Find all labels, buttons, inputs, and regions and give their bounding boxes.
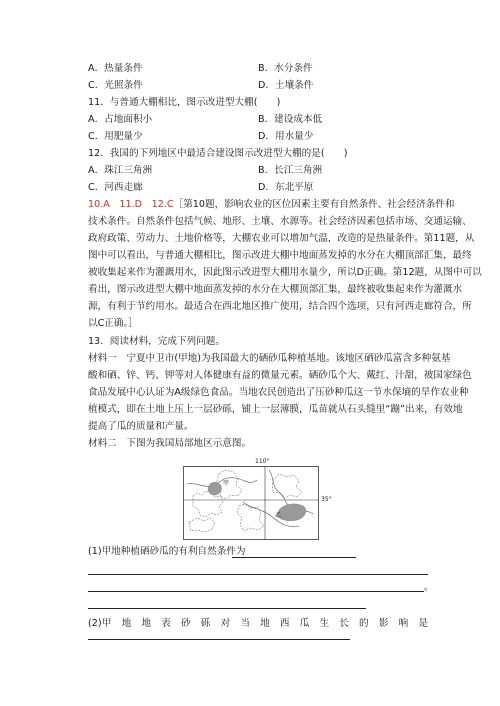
map-place-jia: 甲 (223, 480, 230, 487)
answer-line-5: 被收集起来作为灌溉用水，因此图示改进型大棚用水量少，所以D正确。第12题，从图中可以 (88, 267, 482, 278)
q10-option-c: C．光照条件 (88, 80, 143, 91)
q13-stem: 13．阅读材料，完成下列问题。 (88, 336, 225, 347)
map-latitude-label: 35° (321, 496, 332, 503)
sub-question-1: (1)甲地种植硒砂瓜的有利自然条件为 (88, 546, 246, 557)
q12-option-a: A．珠江三角洲 (88, 165, 153, 176)
q11-option-b: B．建设成本低 (258, 114, 323, 125)
answer-blank-1a[interactable] (232, 557, 356, 558)
answer-blank-1b[interactable] (88, 574, 428, 575)
answer-line-6: 看出，图示改进型大棚中地面蒸发掉的水分在大棚顶部汇集，最终被收集起来作为灌溉水 (88, 284, 463, 295)
q10-option-b: B．水分条件 (258, 63, 313, 74)
sub-question-1-end: 。 (424, 582, 434, 593)
place-jia-area (208, 482, 221, 495)
material1-line-4: 植模式，即在土地上压上一层砂砾，铺上一层薄膜，瓜苗就从石头缝里“蹦”出来，有效地 (88, 404, 463, 415)
answer-line-4: 图中可以看出，与普通大棚相比，图示改进大棚中地面蒸发掉的水分在大棚顶部汇集，最终 (88, 250, 472, 261)
answer-blank-2a[interactable] (88, 639, 350, 640)
map-longitude-label: 110° (255, 458, 270, 465)
answer-line-2: 技术条件。自然条件包括气候、地形、土壤、水源等。社会经济因素包括市场、交通运输、 (88, 216, 472, 227)
q11-option-a: A．占地面积小 (88, 114, 153, 125)
answer-blank-1c[interactable] (88, 591, 424, 592)
q12-option-b: B．长江三角洲 (258, 165, 323, 176)
answer-line-1 (88, 198, 455, 211)
map-frame (184, 467, 319, 540)
material2-caption: 材料二 下图为我国局部地区示意图。 (88, 438, 252, 449)
material1-line-3: 食品发展中心认证为A级绿色食品。当地农民创造出了压砂种瓜这一节水保墒的旱作农业种 (88, 387, 469, 398)
region-map-svg (183, 462, 319, 540)
answer-line-7: 源，有利于节约用水。最适合在西北地区推广使用，结合四个选项，只有河西走廊符合，所 (88, 301, 472, 312)
q12-option-c: C．河西走廊 (88, 182, 143, 193)
answer-line-3: 政府政策、劳动力、土地价格等，大棚农业可以增加气温，改造的是热量条件。第11题，从 (88, 233, 475, 244)
answer-line-1-text: ［第10题，影响农业的区位因素主要有自然条件、社会经济条件和 (173, 199, 455, 210)
q12-stem: 12．我国的下列地区中最适合建设图示改进型大棚的是( ) (88, 148, 348, 159)
material1-line-5: 提高了瓜的质量和产量。 (88, 421, 194, 432)
map-place-yi: 乙 (275, 512, 282, 519)
material1-line-1: 材料一 宁夏中卫市(甲地)为我国最大的硒砂瓜种植基地。该地区硒砂瓜富含多种氨基 (88, 353, 451, 364)
answer-blank-1d[interactable] (88, 608, 366, 609)
answer-keys: 10.A 11.D 12.C (88, 199, 174, 210)
material1-line-2: 酸和硒、锌、钙、钾等对人体健康有益的微量元素。硒砂瓜个大、戴红、汁甜，被国家绿色 (88, 370, 472, 381)
q11-option-d: D．用水量少 (258, 131, 314, 142)
q12-option-d: D．东北平原 (258, 182, 314, 193)
q11-option-c: C．用肥量少 (88, 131, 143, 142)
answer-line-8: 以C正确。］ (88, 318, 138, 329)
region-map (183, 458, 332, 540)
sub-question-2: (2)甲 地 地 表 砂 砾 对 当 地 西 瓜 生 长 的 影 响 是 (88, 618, 428, 629)
q11-stem: 11．与普通大棚相比，图示改进型大棚( ) (88, 97, 281, 108)
q10-option-d: D．土壤条件 (258, 80, 314, 91)
q10-option-a: A．热量条件 (88, 63, 143, 74)
